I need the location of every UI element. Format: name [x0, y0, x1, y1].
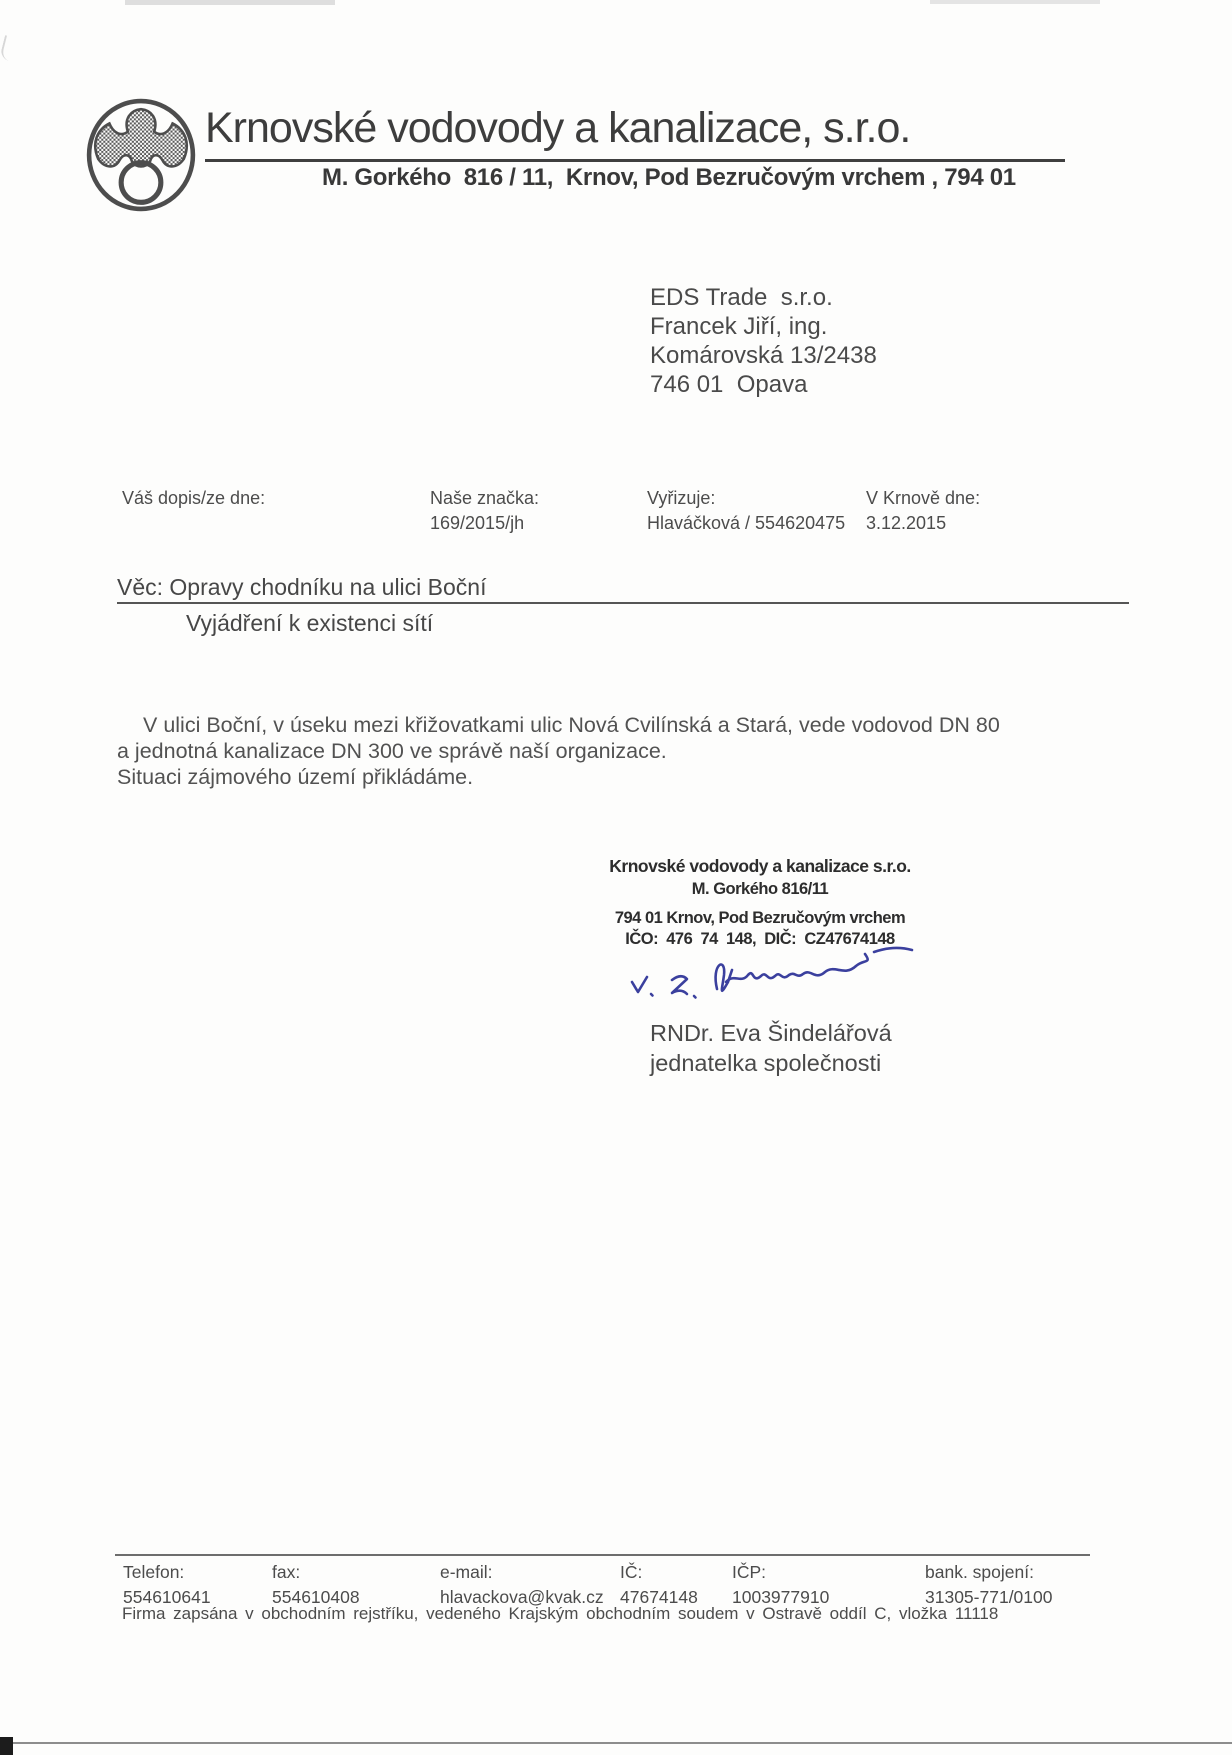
reference-label: Vyřizuje:	[647, 488, 716, 508]
footer-registration-line: Firma zapsána v obchodním rejstříku, vedeného Krajským obchodním soudem v Ostravě oddíl C, vložka 11118	[122, 1604, 999, 1623]
company-address-line: M. Gorkého 816 / 11, Krnov, Pod Bezručovým vrchem , 794 01	[322, 164, 1016, 191]
water-waves-emblem-icon	[85, 199, 197, 216]
reference-label: V Krnově dne:	[866, 488, 981, 508]
reference-column-your-letter	[122, 488, 265, 513]
signature-ink-icon	[612, 999, 942, 1016]
footer-rule	[115, 1554, 1090, 1556]
footer-label: fax:	[272, 1562, 301, 1582]
body-line: Situaci zájmového území přikládáme.	[117, 765, 474, 789]
footer-column-fax	[272, 1562, 360, 1608]
body-line: a jednotná kanalizace DN 300 ve správě naší organizace.	[117, 739, 667, 763]
footer-value: 554610641	[123, 1587, 211, 1607]
reference-column-our-mark	[430, 488, 539, 534]
reference-value: 3.12.2015	[866, 513, 947, 533]
signer-title: jednatelka společnosti	[650, 1050, 882, 1076]
signer-block	[650, 1018, 892, 1078]
company-logo	[85, 98, 197, 212]
footer-label: IČ:	[620, 1562, 643, 1582]
footer-value: hlavackova@kvak.cz	[440, 1587, 604, 1607]
signer-name: RNDr. Eva Šindelářová	[650, 1020, 892, 1046]
scan-bottom-edge-line	[0, 1742, 1232, 1744]
recipient-city: 746 01 Opava	[650, 371, 808, 398]
stamp-street: M. Gorkého 816/11	[691, 880, 829, 898]
recipient-address-block	[650, 283, 877, 399]
stamp-company-name: Krnovské vodovody a kanalizace s.r.o.	[609, 856, 911, 876]
recipient-street: Komárovská 13/2438	[650, 342, 877, 369]
footer-column-email	[440, 1562, 604, 1608]
footer-value: 31305-771/0100	[925, 1587, 1053, 1607]
letter-body	[117, 712, 1000, 790]
reference-value: 169/2015/jh	[430, 513, 525, 533]
footer-label: IČP:	[732, 1562, 767, 1582]
subject-line: Věc: Opravy chodníku na ulici Boční	[117, 574, 487, 600]
stamp-ico-dic: IČO: 476 74 148, DIČ: CZ47674148	[625, 930, 895, 948]
body-line: V ulici Boční, v úseku mezi křižovatkami ulic Nová Cvilínská a Stará, vede vodovod DN 80	[143, 713, 1000, 737]
scan-bottom-left-mark	[0, 1737, 13, 1755]
footer-value: 1003977910	[732, 1587, 830, 1607]
company-name-underline	[205, 159, 1065, 162]
reference-label: Váš dopis/ze dne:	[122, 488, 266, 508]
reference-column-handled-by	[647, 488, 845, 534]
scan-scratch-left	[0, 35, 15, 61]
company-stamp	[575, 856, 945, 949]
footer-value: 47674148	[620, 1587, 698, 1607]
scan-smudge-top-right	[930, 0, 1100, 4]
scan-smudge-top-left	[125, 0, 335, 5]
subject-subline: Vyjádření k existenci sítí	[186, 610, 434, 636]
footer-column-icp	[732, 1562, 829, 1608]
subject-underline	[117, 602, 1129, 604]
recipient-company: EDS Trade s.r.o.	[650, 284, 833, 311]
footer-label: Telefon:	[123, 1562, 185, 1582]
reference-value: Hlaváčková / 554620475	[647, 513, 846, 533]
footer-column-phone	[123, 1562, 211, 1608]
footer-value: 554610408	[272, 1587, 360, 1607]
stamp-city: 794 01 Krnov, Pod Bezručovým vrchem	[614, 909, 906, 927]
reference-label: Naše značka:	[430, 488, 540, 508]
footer-label: e-mail:	[440, 1562, 493, 1582]
handwritten-signature	[612, 942, 942, 1017]
footer-column-bank	[925, 1562, 1052, 1608]
footer-column-ic	[620, 1562, 698, 1608]
footer-label: bank. spojení:	[925, 1562, 1034, 1582]
recipient-person: Francek Jiří, ing.	[650, 313, 828, 340]
company-name: Krnovské vodovody a kanalizace, s.r.o.	[205, 104, 911, 152]
reference-column-date	[866, 488, 980, 534]
